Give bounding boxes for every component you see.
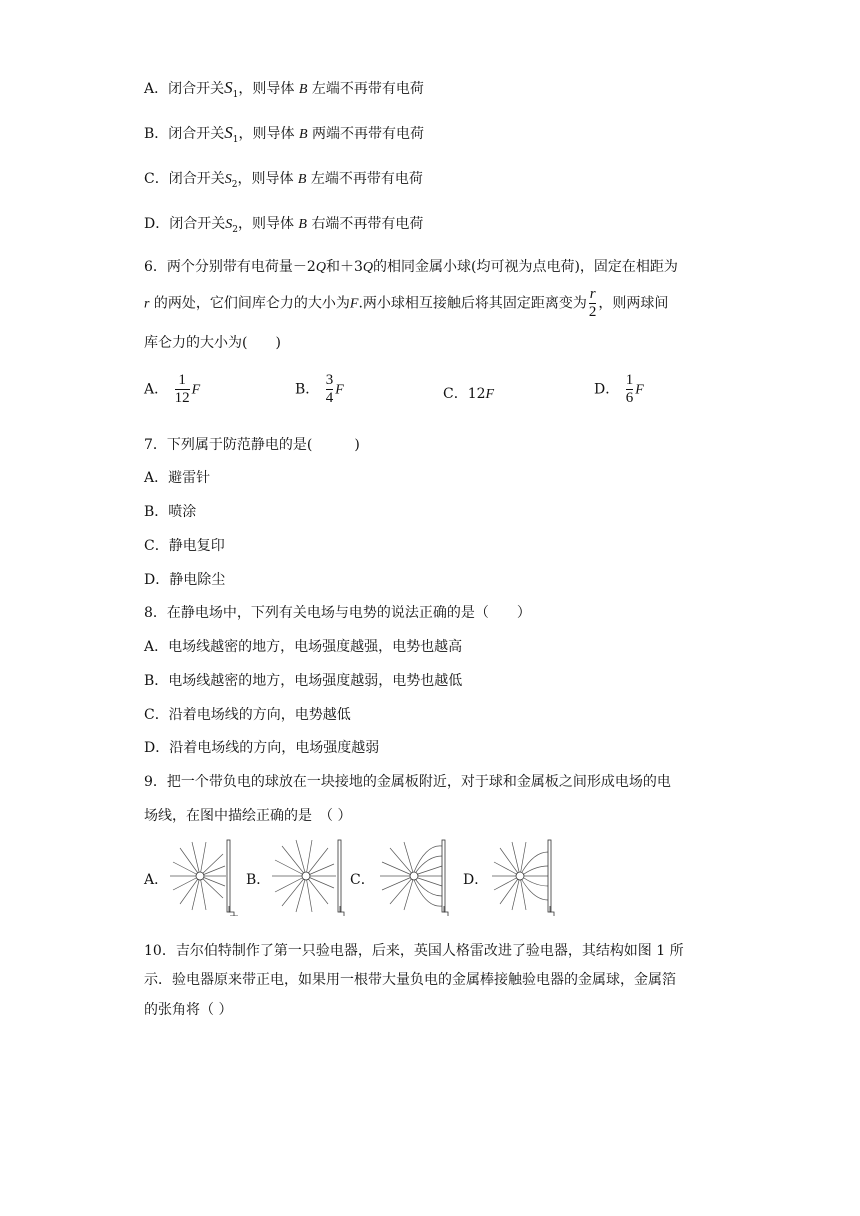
q5-option-c: C．闭合开关$S_2$，则导体 B 左端不再带有电荷 [144,171,423,190]
q9-label-a: A． [144,872,169,888]
q9-stem-line-2: 场线，在图中描绘正确的是 （ ） [144,808,352,824]
q8-option-b: B．电场线越密的地方，电场强度越弱，电势也越低 [144,673,463,689]
q7-option-b: B．喷涂 [144,504,197,520]
q5-option-a: A．闭合开关$S_1$，则导体 B 左端不再带有电荷 [144,78,424,100]
q8-option-d: D．沿着电场线的方向，电场强度越弱 [144,740,380,756]
q8-option-a: A．电场线越密的地方，电场强度越强，电势也越高 [144,639,463,655]
q10-stem-line-2: 示．验电器原来带正电，如果用一根带大量负电的金属棒接触验电器的金属球，金属箔 [144,972,676,988]
q6-stem-line-2: r 的两处，它们间库仑力的大小为F.两小球相互接触后将其固定距离变为 $\frac{r}{2}$ ，则两球间 [144,286,669,320]
field-diagram-c [376,836,460,916]
field-diagram-a [168,836,244,916]
q6-stem-line-3: 库仑力的大小为( ) [144,335,281,351]
q10-stem-line-1: 10．吉尔伯特制作了第一只验电器，后来，英国人格雷改进了验电器，其结构如图 1 所 [144,943,684,959]
q6-option-b: B． $\frac{3}{4}$ F [295,372,344,406]
field-diagram-d [490,836,566,916]
q9-stem-line-1: 9．把一个带负电的球放在一块接地的金属板附近，对于球和金属板之间形成电场的电 [144,774,671,790]
q5-option-d: D．闭合开关$S_2$，则导体 B 右端不再带有电荷 [144,216,424,235]
q7-option-c: C．静电复印 [144,538,225,554]
q6-option-c: C．12F [443,386,495,402]
fraction-r-over-2: $\frac{r}{2}$ [588,286,597,320]
q5-option-b: B．闭合开关$S_1$，则导体 B 两端不再带有电荷 [144,123,424,145]
q9-label-c: C． [350,872,375,888]
q7-option-d: D．静电除尘 [144,572,226,588]
q6-option-a: A． $\frac{1}{12}$ F [144,372,201,406]
q10-stem-line-3: 的张角将（ ） [144,1002,233,1018]
q7-option-a: A．避雷针 [144,470,211,486]
field-diagram-b [268,836,348,916]
q6-stem-line-1: 6．两个分别带有电荷量－2Q和＋3Q的相同金属小球(均可视为点电荷)，固定在相距为 [144,259,678,275]
q8-stem: 8．在静电场中，下列有关电场与电势的说法正确的是（ ） [144,605,531,621]
q8-option-c: C．沿着电场线的方向，电势越低 [144,707,351,723]
q9-label-b: B． [246,872,271,888]
q9-label-d: D． [463,872,489,888]
q6-option-d: D． $\frac{1}{6}$ F [594,372,644,406]
q7-stem: 7．下列属于防范静电的是( ) [144,437,360,453]
